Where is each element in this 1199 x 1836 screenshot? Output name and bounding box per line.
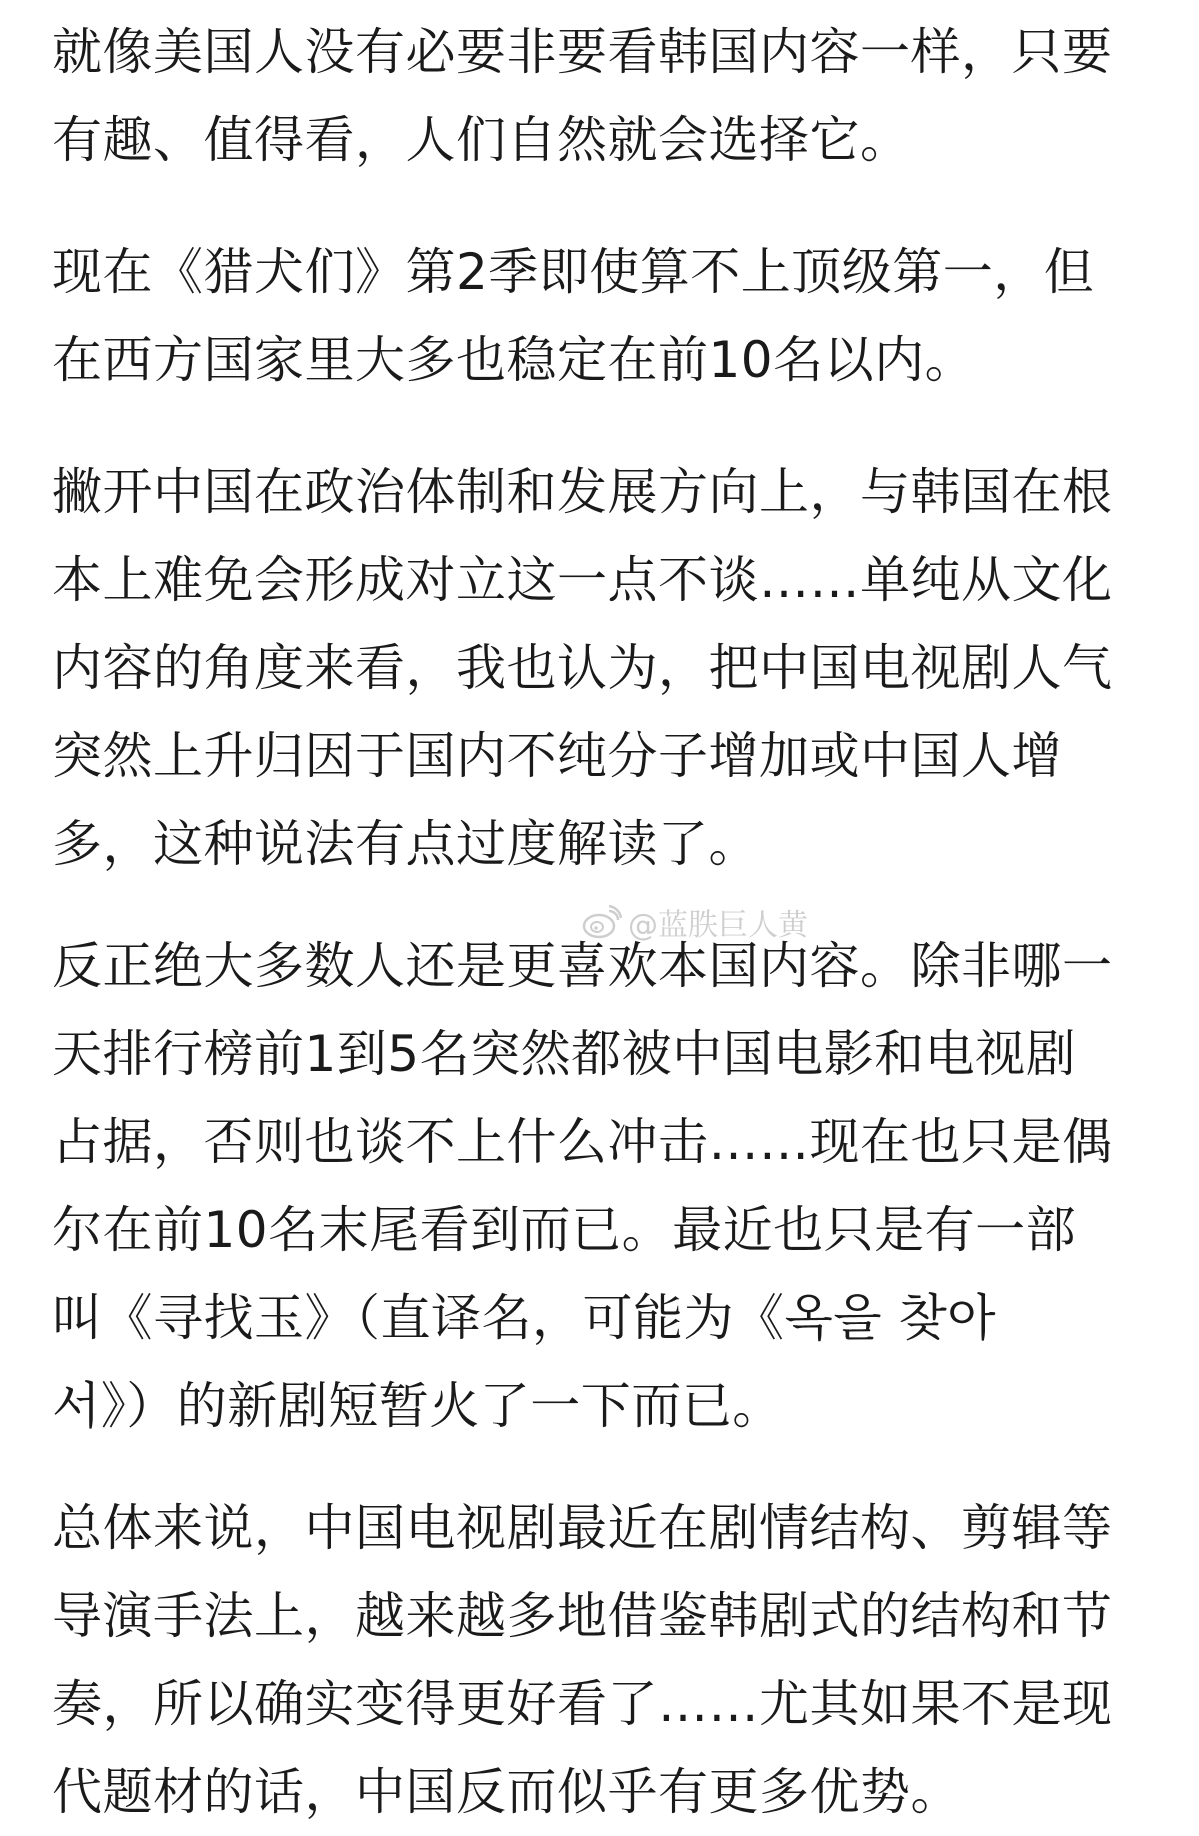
- watermark: [582, 902, 808, 942]
- text-line: 서》）的新剧短暂火了一下而已。: [52, 1377, 783, 1435]
- text-line: 天排行榜前1到5名突然都被中国电影和电视剧: [52, 1025, 1077, 1083]
- text-line: 就像美国人没有必要非要看韩国内容一样，只要: [52, 23, 1113, 81]
- text-line: 内容的角度来看，我也认为，把中国电视剧人气: [52, 639, 1113, 697]
- watermark-text: @蓝胅巨人黄: [628, 908, 808, 943]
- text-line: 撇开中国在政治体制和发展方向上，与韩国在根: [52, 463, 1113, 521]
- text-line: 突然上升归因于国内不纯分子增加或中国人增: [52, 727, 1062, 785]
- text-line: 尔在前10名末尾看到而已。最近也只是有一部: [52, 1201, 1077, 1259]
- text-line: 奏，所以确实变得更好看了……尤其如果不是现: [52, 1675, 1113, 1733]
- paragraph-5: [52, 1484, 1113, 1836]
- paragraph-1: [52, 8, 1113, 184]
- text-line: 反正绝大多数人还是更喜欢本国内容。除非哪一: [52, 937, 1113, 995]
- text-line: 本上难免会形成对立这一点不谈……单纯从文化: [52, 551, 1113, 609]
- text-line: 现在《猎犬们》第2季即使算不上顶级第一，但: [52, 243, 1095, 301]
- paragraph-2: [52, 228, 1094, 404]
- paragraph-3: [52, 448, 1113, 888]
- text-line: 代题材的话，中国反而似乎有更多优势。: [52, 1763, 961, 1821]
- paragraph-4: [52, 922, 1113, 1450]
- text-line: 有趣、值得看，人们自然就会选择它。: [52, 111, 911, 169]
- text-line: 导演手法上，越来越多地借鉴韩剧式的结构和节: [52, 1587, 1113, 1645]
- text-line: 在西方国家里大多也稳定在前10名以内。: [52, 331, 976, 389]
- text-line: 占据，否则也谈不上什么冲击……现在也只是偶: [52, 1113, 1113, 1171]
- weibo-icon: [582, 905, 622, 939]
- text-line: 总体来说，中国电视剧最近在剧情结构、剪辑等: [52, 1499, 1113, 1557]
- text-line: 多，这种说法有点过度解读了。: [52, 815, 759, 873]
- text-line: 叫《寻找玉》（直译名，可能为《옥을 찾아: [52, 1289, 997, 1347]
